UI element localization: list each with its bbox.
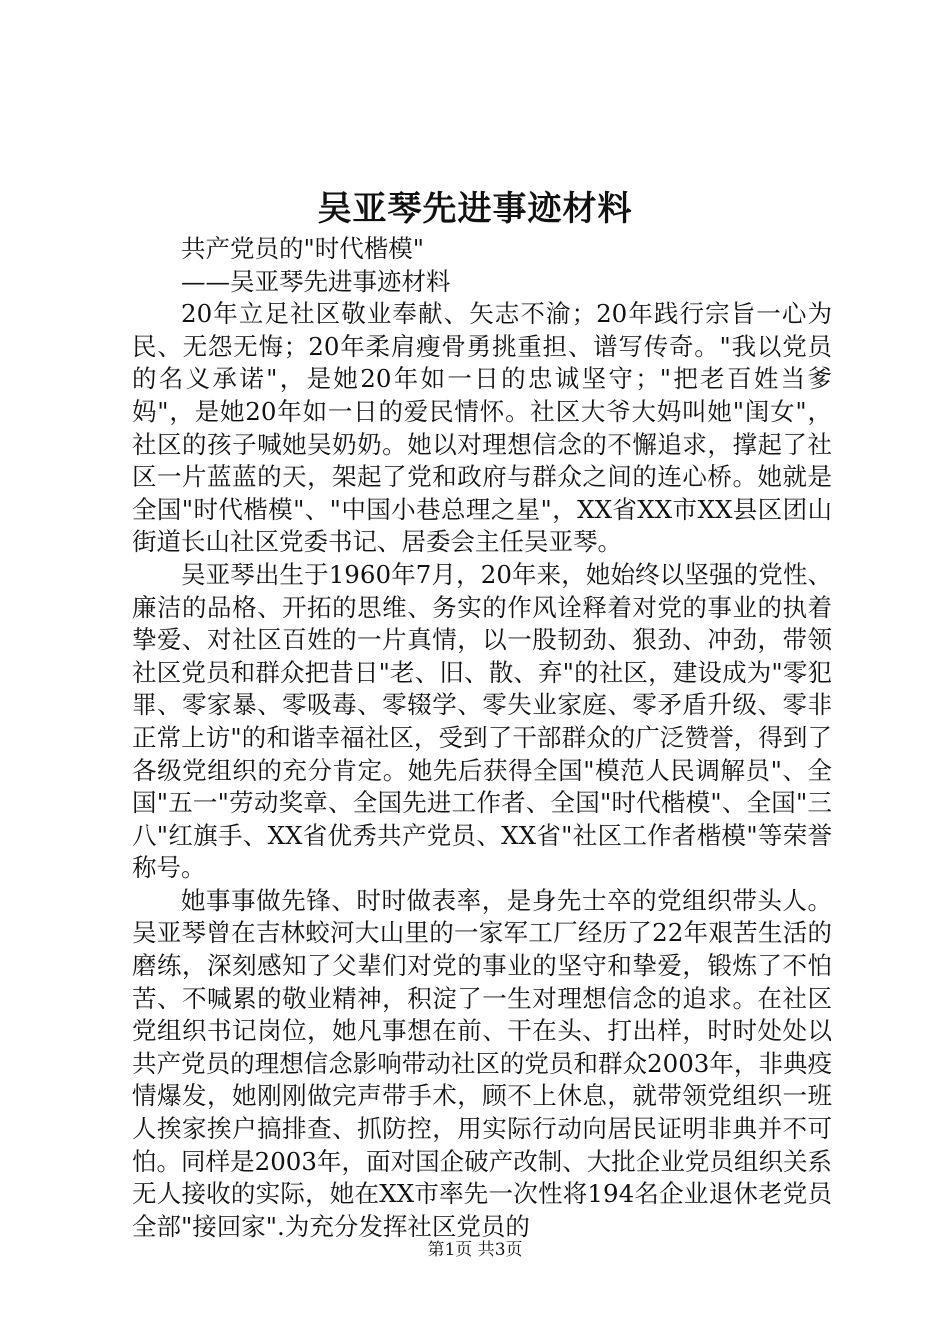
- page-footer: 第1页 共3页: [427, 1240, 523, 1260]
- body-paragraph: 20年立足社区敬业奉献、矢志不渝；20年践行宗旨一心为民、无怨无悔；20年柔肩瘦骨勇挑重担、谱写传奇。"我以党员的名义承诺"，是她20年如一日的忠诚坚守；"把老百姓当爹妈"，是她20年如一日的爱民情怀。社区大爷大妈叫她"闺女"，社区的孩子喊她吴奶奶。她以对理想信念的不懈追求，撑起了社区一片蓝蓝的天，架起了党和政府与群众之间的连心桥。她就是全国"时代楷模"、"中国小巷总理之星"，XX省XX市XX县区团山街道长山社区党委书记、居委会主任吴亚琴。: [132, 299, 832, 557]
- body-paragraph: 她事事做先锋、时时做表率，是身先士卒的党组织带头人。吴亚琴曾在吉林蛟河大山里的一家军工厂经历了22年艰苦生活的磨练，深刻感知了父辈们对党的事业的坚守和挚爱，锻炼了不怕苦、不喊累的敬业精神，积淀了一生对理想信念的追求。在社区党组织书记岗位，她凡事想在前、干在头、打出样，时时处处以共产党员的理想信念影响带动社区的党员和群众2003年，非典疫情爆发，她刚刚做完声带手术，顾不上休息，就带领党组织一班人挨家挨户搞排查、抓防控，用实际行动向居民证明非典并不可怕。同样是2003年，面对国企破产改制、大批企业党员组织关系无人接收的实际，她在XX市率先一次性将194名企业退休老党员全部"接回家".为充分发挥社区党员的: [132, 885, 832, 1241]
- document-title: 吴亚琴先进事迹材料: [317, 189, 633, 229]
- document-body: [132, 233, 832, 1243]
- subtitle-line: 共产党员的"时代楷模": [181, 234, 425, 263]
- subtitle-line: ——吴亚琴先进事迹材料: [181, 266, 451, 296]
- body-paragraph: 吴亚琴出生于1960年7月，20年来，她始终以坚强的党性、廉洁的品格、开拓的思维、务实的作风诠释着对党的事业的执着挚爱、对社区百姓的一片真情，以一股韧劲、狠劲、冲劲，带领社区党员和群众把昔日"老、旧、散、弃"的社区，建设成为"零犯罪、零家暴、零吸毒、零辍学、零失业家庭、零矛盾升级、零非正常上访"的和谐幸福社区，受到了干部群众的广泛赞誉，得到了各级党组织的充分肯定。她先后获得全国"模范人民调解员"、全国"五一"劳动奖章、全国先进工作者、全国"时代楷模"、全国"三八"红旗手、XX省优秀共产党员、XX省"社区工作者楷模"等荣誉称号。: [132, 559, 832, 883]
